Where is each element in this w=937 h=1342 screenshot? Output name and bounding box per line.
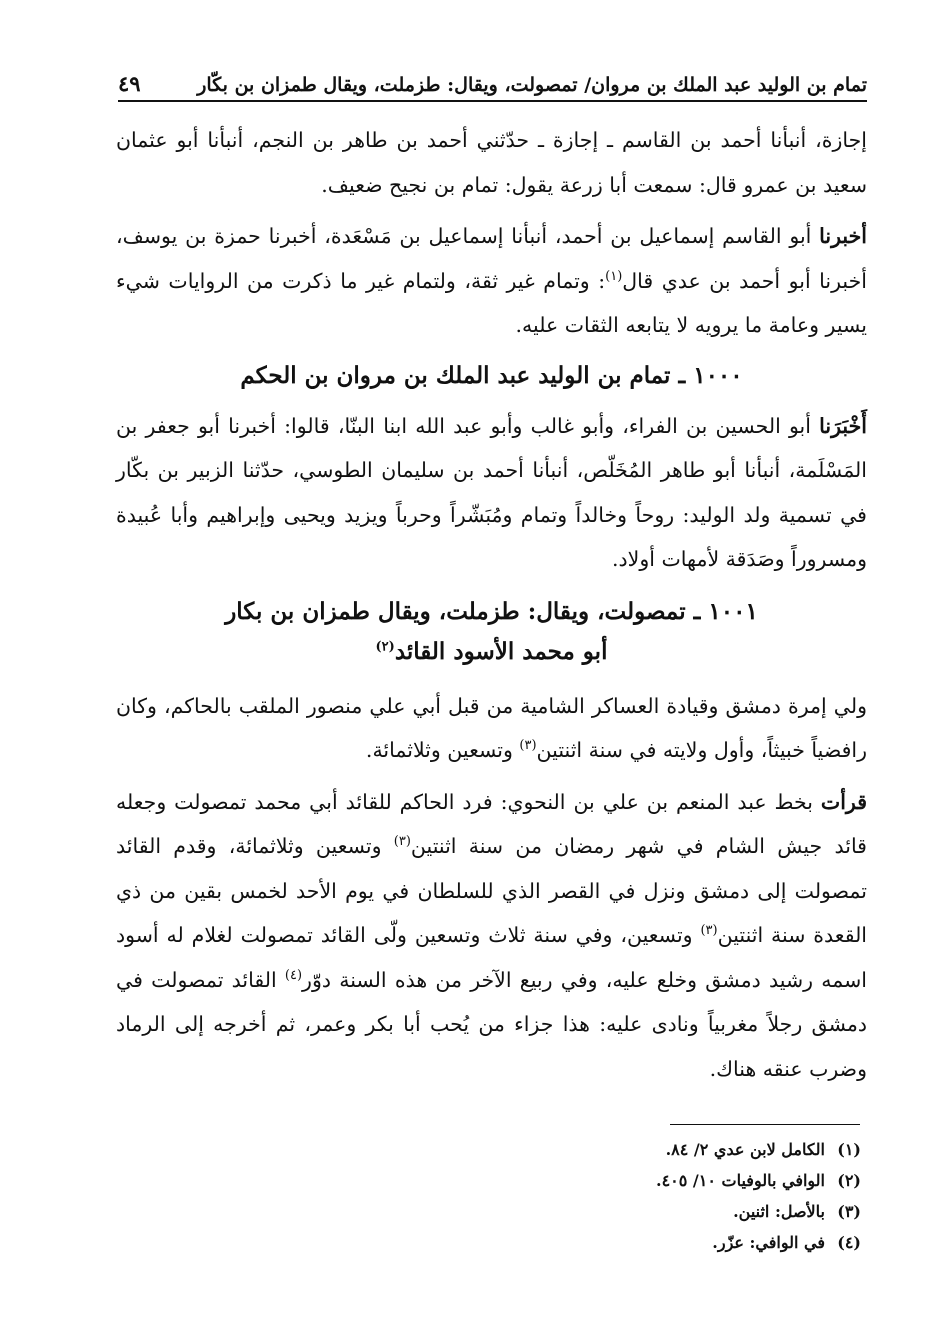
entry-heading-1001-subtitle-text: أبو محمد الأسود القائد	[394, 637, 608, 665]
footnote-ref-1: (١)	[605, 268, 623, 284]
footnote-text: في الوافي: عزّر.	[712, 1233, 825, 1252]
paragraph-5-text-d: القائد تمصولت في دمشق رجلاً مغربياً ونادى عليه: هذا جزاء من يُحب أبا بكر وعمر، ثم أخرجه إلى الرماد وضرب عنقه هناك.	[116, 967, 867, 1081]
paragraph-5	[116, 780, 867, 1092]
footnote-item	[541, 1227, 861, 1258]
footnote-ref-3c: (٣)	[700, 923, 718, 939]
entry-heading-1001: ١٠٠١ ـ تمصولت، ويقال: طزملت، ويقال طمزان بن بكار	[225, 597, 758, 625]
paragraph-1-text: إجازة، أنبأنا أحمد بن القاسم ـ إجازة ـ حدّثني أحمد بن طاهر بن النجم، أنبأنا أبو عثمان سعيد بن عمرو قال: سمعت أبا زرعة يقول: تمام بن نجيح ضعيف.	[116, 128, 867, 197]
paragraph-2	[116, 214, 867, 348]
paragraph-3-text: أبو الحسين بن الفراء، وأبو غالب وأبو عبد الله ابنا البنّا، قالوا: أخبرنا أبو جعفر بن المَسْلَمة، أنبأنا أبو طاهر المُخَلّص، أنبأنا أحمد بن سليمان الطوسي، حدّثنا الزبير بن بكّار في تسمية ولد الوليد: روحاً وخالداً وتمام ومُبَشّراً وحرباً ويزيد ويحيى وإبراهيم وأبا عُبيدة ومسروراً وصَدَقة لأمهات أولاد.	[116, 413, 867, 571]
footnote-number: (٤)	[837, 1233, 861, 1252]
footnote-item	[541, 1134, 861, 1165]
entry-heading-1000: ١٠٠٠ ـ تمام بن الوليد عبد الملك بن مروان بن الحكم	[240, 361, 743, 389]
footnote-ref-2: (٢)	[375, 638, 395, 654]
footnotes	[541, 1134, 861, 1258]
paragraph-5-text-c: وتسعين، وفي سنة ثلاث وتسعين ولّى القائد تمصولت لغلام له أسود اسمه رشيد دمشق وخلع عليه، وفي ربيع الآخر من هذه السنة دوّر	[116, 923, 867, 992]
paragraph-2-lead: أخبرنا	[819, 224, 867, 248]
paragraph-1	[116, 118, 867, 207]
paragraph-2-text-a: أبو القاسم إسماعيل بن أحمد، أنبأنا إسماعيل بن مَسْعَدة، أخبرنا حمزة بن يوسف، أخبرنا أبو أحمد بن عدي قال	[116, 224, 867, 293]
footnote-text: الوافي بالوفيات ١٠/ ٤٠٥.	[655, 1171, 825, 1190]
page-number: ٤٩	[118, 71, 141, 96]
paragraph-5-text-b: وتسعين وثلاثمائة، وقدم القائد تمصولت إلى دمشق ونزل في القصر الذي للسلطان في يوم الأحد لخمس بقين من ذي القعدة سنة اثنتين	[116, 834, 868, 947]
footnote-divider	[670, 1124, 860, 1125]
footnote-text: الكامل لابن عدي ٢/ ٨٤.	[665, 1140, 825, 1159]
paragraph-4	[116, 684, 867, 773]
running-title: تمام بن الوليد عبد الملك بن مروان/ تمصولت، ويقال: طزملت، ويقال طمزان بن بكّار	[197, 74, 867, 96]
main-text	[116, 118, 867, 1091]
footnote-item	[541, 1165, 861, 1196]
paragraph-5-text-a: بخط عبد المنعم بن علي بن النحوي: فرد الحاكم للقائد أبي محمد تمصولت وجعله قائد جيش الشام في شهر رمضان من سنة اثنتين	[116, 789, 867, 858]
paragraph-3	[116, 404, 867, 582]
paragraph-2-text-b: : وتمام غير ثقة، ولتمام غير ما ذكرت من الروايات شيء يسير وعامة ما يرويه لا يتابعه الثقات عليه.	[116, 268, 867, 337]
paragraph-4-text-b: وتسعين وثلاثمائة.	[365, 738, 520, 762]
entry-heading-1001-subtitle	[116, 632, 867, 672]
paragraph-3-lead: أَخْبَرَنا	[819, 413, 867, 438]
paragraph-4-text-a: ولي إمرة دمشق وقيادة العساكر الشامية من قبل أبي علي منصور الملقب بالحاكم، وكان رافضياً خبيثاً، وأول ولايته في سنة اثنتين	[116, 693, 867, 762]
paragraph-5-lead: قرأت	[820, 789, 867, 814]
footnote-ref-3: (٣)	[519, 738, 537, 754]
page-header	[118, 56, 867, 102]
footnote-number: (١)	[837, 1140, 861, 1159]
footnote-text: بالأصل: اثنين.	[733, 1202, 825, 1221]
footnote-ref-4: (٤)	[284, 967, 303, 983]
footnote-item	[541, 1196, 861, 1227]
footnote-number: (٢)	[837, 1171, 861, 1190]
footnote-ref-3b: (٣)	[393, 834, 411, 850]
footnote-number: (٣)	[837, 1202, 861, 1221]
